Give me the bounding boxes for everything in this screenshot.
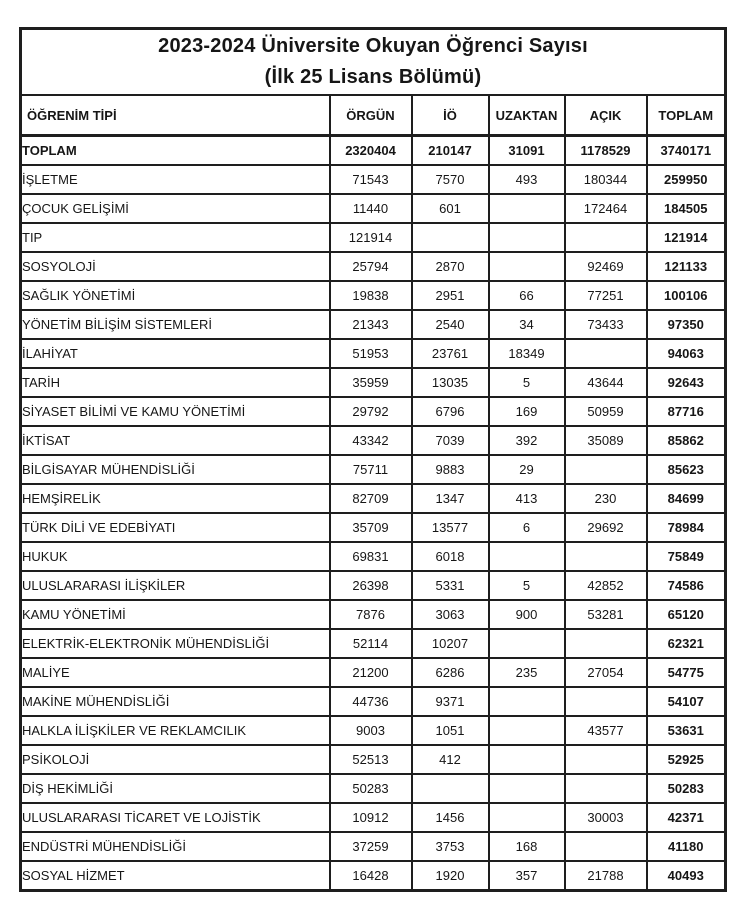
orgun-value-cell: 82709 [330, 484, 412, 513]
uzaktan-value-cell: 900 [489, 600, 565, 629]
orgun-value-cell: 26398 [330, 571, 412, 600]
acik-value-cell: 43577 [565, 716, 647, 745]
table-row [21, 484, 726, 513]
uzaktan-value-cell [489, 629, 565, 658]
uzaktan-value-cell: 392 [489, 426, 565, 455]
io-value-cell: 1456 [412, 803, 489, 832]
orgun-value-cell: 121914 [330, 223, 412, 252]
toplam-value-cell: 50283 [647, 774, 726, 803]
orgun-value-cell: 35709 [330, 513, 412, 542]
program-name-cell: YÖNETİM BİLİŞİM SİSTEMLERİ [21, 310, 330, 339]
table-row [21, 716, 726, 745]
io-value-cell [412, 223, 489, 252]
program-name-cell: SOSYOLOJİ [21, 252, 330, 281]
program-name-cell: SAĞLIK YÖNETİMİ [21, 281, 330, 310]
table-title [21, 29, 726, 96]
program-name-cell: DİŞ HEKİMLİĞİ [21, 774, 330, 803]
acik-value-cell [565, 455, 647, 484]
uzaktan-value-cell [489, 716, 565, 745]
orgun-value-cell: 50283 [330, 774, 412, 803]
uzaktan-value-cell [489, 223, 565, 252]
orgun-value-cell: 44736 [330, 687, 412, 716]
orgun-value-cell: 9003 [330, 716, 412, 745]
toplam-value-cell: 121133 [647, 252, 726, 281]
io-value-cell: 7570 [412, 165, 489, 194]
acik-value-cell: 42852 [565, 571, 647, 600]
io-value-cell: 210147 [412, 136, 489, 166]
uzaktan-value-cell [489, 252, 565, 281]
program-name-cell: BİLGİSAYAR MÜHENDİSLİĞİ [21, 455, 330, 484]
acik-value-cell: 43644 [565, 368, 647, 397]
program-name-cell: ÇOCUK GELİŞİMİ [21, 194, 330, 223]
uzaktan-value-cell [489, 194, 565, 223]
toplam-value-cell: 54107 [647, 687, 726, 716]
toplam-value-cell: 121914 [647, 223, 726, 252]
io-value-cell: 5331 [412, 571, 489, 600]
io-value-cell: 412 [412, 745, 489, 774]
io-value-cell: 6018 [412, 542, 489, 571]
table-row [21, 165, 726, 194]
orgun-value-cell: 21343 [330, 310, 412, 339]
io-value-cell: 9371 [412, 687, 489, 716]
io-value-cell: 2870 [412, 252, 489, 281]
acik-value-cell: 27054 [565, 658, 647, 687]
program-name-cell: TÜRK DİLİ VE EDEBİYATI [21, 513, 330, 542]
table-row [21, 310, 726, 339]
table-row [21, 832, 726, 861]
table-row [21, 339, 726, 368]
acik-value-cell: 77251 [565, 281, 647, 310]
acik-value-cell: 73433 [565, 310, 647, 339]
table-row [21, 803, 726, 832]
table-row [21, 426, 726, 455]
acik-value-cell: 172464 [565, 194, 647, 223]
acik-value-cell [565, 629, 647, 658]
program-name-cell: ULUSLARARASI TİCARET VE LOJİSTİK [21, 803, 330, 832]
toplam-value-cell: 75849 [647, 542, 726, 571]
column-header-io: İÖ [412, 95, 489, 136]
table-row [21, 687, 726, 716]
program-name-cell: İKTİSAT [21, 426, 330, 455]
orgun-value-cell: 37259 [330, 832, 412, 861]
toplam-value-cell: 100106 [647, 281, 726, 310]
acik-value-cell: 35089 [565, 426, 647, 455]
toplam-value-cell: 85623 [647, 455, 726, 484]
program-name-cell: HALKLA İLİŞKİLER VE REKLAMCILIK [21, 716, 330, 745]
acik-value-cell: 53281 [565, 600, 647, 629]
program-name-cell: SOSYAL HİZMET [21, 861, 330, 891]
acik-value-cell [565, 745, 647, 774]
acik-value-cell [565, 832, 647, 861]
acik-value-cell [565, 223, 647, 252]
acik-value-cell [565, 774, 647, 803]
table-row [21, 861, 726, 891]
column-header-row [21, 95, 726, 136]
orgun-value-cell: 52114 [330, 629, 412, 658]
io-value-cell: 1051 [412, 716, 489, 745]
orgun-value-cell: 16428 [330, 861, 412, 891]
io-value-cell: 9883 [412, 455, 489, 484]
column-header-toplam: TOPLAM [647, 95, 726, 136]
orgun-value-cell: 75711 [330, 455, 412, 484]
acik-value-cell: 180344 [565, 165, 647, 194]
io-value-cell: 1920 [412, 861, 489, 891]
column-header-orgun: ÖRGÜN [330, 95, 412, 136]
io-value-cell: 601 [412, 194, 489, 223]
io-value-cell: 3063 [412, 600, 489, 629]
column-header-ogrenim-tipi: ÖĞRENİM TİPİ [21, 95, 330, 136]
uzaktan-value-cell [489, 774, 565, 803]
acik-value-cell [565, 339, 647, 368]
toplam-value-cell: 40493 [647, 861, 726, 891]
toplam-value-cell: 41180 [647, 832, 726, 861]
uzaktan-value-cell: 169 [489, 397, 565, 426]
table-row [21, 368, 726, 397]
uzaktan-value-cell: 235 [489, 658, 565, 687]
table-title-row [21, 29, 726, 96]
orgun-value-cell: 11440 [330, 194, 412, 223]
toplam-value-cell: 74586 [647, 571, 726, 600]
uzaktan-value-cell: 31091 [489, 136, 565, 166]
uzaktan-value-cell: 168 [489, 832, 565, 861]
orgun-value-cell: 43342 [330, 426, 412, 455]
uzaktan-value-cell: 29 [489, 455, 565, 484]
program-name-cell: HEMŞİRELİK [21, 484, 330, 513]
orgun-value-cell: 35959 [330, 368, 412, 397]
table-row [21, 194, 726, 223]
acik-value-cell: 21788 [565, 861, 647, 891]
uzaktan-value-cell: 493 [489, 165, 565, 194]
toplam-value-cell: 65120 [647, 600, 726, 629]
program-name-cell: ULUSLARARASI İLİŞKİLER [21, 571, 330, 600]
toplam-value-cell: 53631 [647, 716, 726, 745]
orgun-value-cell: 2320404 [330, 136, 412, 166]
table-row [21, 513, 726, 542]
orgun-value-cell: 29792 [330, 397, 412, 426]
toplam-value-cell: 97350 [647, 310, 726, 339]
io-value-cell: 7039 [412, 426, 489, 455]
io-value-cell: 3753 [412, 832, 489, 861]
uzaktan-value-cell [489, 745, 565, 774]
toplam-value-cell: 62321 [647, 629, 726, 658]
table-row [21, 745, 726, 774]
column-header-uzaktan: UZAKTAN [489, 95, 565, 136]
program-name-cell: KAMU YÖNETİMİ [21, 600, 330, 629]
toplam-value-cell: 259950 [647, 165, 726, 194]
table-row [21, 397, 726, 426]
uzaktan-value-cell: 413 [489, 484, 565, 513]
uzaktan-value-cell: 6 [489, 513, 565, 542]
toplam-value-cell: 184505 [647, 194, 726, 223]
orgun-value-cell: 7876 [330, 600, 412, 629]
orgun-value-cell: 19838 [330, 281, 412, 310]
uzaktan-value-cell: 5 [489, 571, 565, 600]
acik-value-cell: 50959 [565, 397, 647, 426]
io-value-cell: 2540 [412, 310, 489, 339]
program-name-cell: MALİYE [21, 658, 330, 687]
toplam-value-cell: 85862 [647, 426, 726, 455]
table-row [21, 600, 726, 629]
program-name-cell: İLAHİYAT [21, 339, 330, 368]
toplam-value-cell: 3740171 [647, 136, 726, 166]
acik-value-cell: 1178529 [565, 136, 647, 166]
toplam-value-cell: 78984 [647, 513, 726, 542]
io-value-cell: 13577 [412, 513, 489, 542]
uzaktan-value-cell: 357 [489, 861, 565, 891]
orgun-value-cell: 71543 [330, 165, 412, 194]
io-value-cell: 10207 [412, 629, 489, 658]
uzaktan-value-cell [489, 687, 565, 716]
table-row [21, 223, 726, 252]
io-value-cell: 1347 [412, 484, 489, 513]
acik-value-cell [565, 542, 647, 571]
acik-value-cell: 29692 [565, 513, 647, 542]
io-value-cell: 6796 [412, 397, 489, 426]
toplam-value-cell: 42371 [647, 803, 726, 832]
program-name-cell: MAKİNE MÜHENDİSLİĞİ [21, 687, 330, 716]
acik-value-cell: 92469 [565, 252, 647, 281]
orgun-value-cell: 25794 [330, 252, 412, 281]
table-row [21, 629, 726, 658]
io-value-cell: 2951 [412, 281, 489, 310]
program-name-cell: TIP [21, 223, 330, 252]
acik-value-cell [565, 687, 647, 716]
column-header-acik: AÇIK [565, 95, 647, 136]
uzaktan-value-cell [489, 803, 565, 832]
io-value-cell: 13035 [412, 368, 489, 397]
table-title-line-1: 2023-2024 Üniversite Okuyan Öğrenci Sayısı [158, 35, 588, 57]
table-row [21, 774, 726, 803]
orgun-value-cell: 52513 [330, 745, 412, 774]
table-row [21, 455, 726, 484]
acik-value-cell: 30003 [565, 803, 647, 832]
toplam-value-cell: 54775 [647, 658, 726, 687]
io-value-cell: 6286 [412, 658, 489, 687]
table-row [21, 136, 726, 166]
table-row [21, 571, 726, 600]
program-name-cell: İŞLETME [21, 165, 330, 194]
acik-value-cell: 230 [565, 484, 647, 513]
program-name-cell: TARİH [21, 368, 330, 397]
table-row [21, 281, 726, 310]
uzaktan-value-cell: 34 [489, 310, 565, 339]
program-name-cell: ENDÜSTRİ MÜHENDİSLİĞİ [21, 832, 330, 861]
orgun-value-cell: 10912 [330, 803, 412, 832]
program-name-cell: TOPLAM [21, 136, 330, 166]
uzaktan-value-cell: 18349 [489, 339, 565, 368]
orgun-value-cell: 21200 [330, 658, 412, 687]
student-count-table [19, 27, 727, 892]
io-value-cell: 23761 [412, 339, 489, 368]
table-row [21, 542, 726, 571]
toplam-value-cell: 92643 [647, 368, 726, 397]
program-name-cell: SİYASET BİLİMİ VE KAMU YÖNETİMİ [21, 397, 330, 426]
uzaktan-value-cell [489, 542, 565, 571]
uzaktan-value-cell: 66 [489, 281, 565, 310]
table-row [21, 658, 726, 687]
table-title-line-2: (İlk 25 Lisans Bölümü) [264, 66, 482, 88]
toplam-value-cell: 52925 [647, 745, 726, 774]
table-body [21, 136, 726, 891]
orgun-value-cell: 51953 [330, 339, 412, 368]
toplam-value-cell: 84699 [647, 484, 726, 513]
program-name-cell: PSİKOLOJİ [21, 745, 330, 774]
program-name-cell: ELEKTRİK-ELEKTRONİK MÜHENDİSLİĞİ [21, 629, 330, 658]
table-row [21, 252, 726, 281]
toplam-value-cell: 94063 [647, 339, 726, 368]
io-value-cell [412, 774, 489, 803]
toplam-value-cell: 87716 [647, 397, 726, 426]
orgun-value-cell: 69831 [330, 542, 412, 571]
uzaktan-value-cell: 5 [489, 368, 565, 397]
program-name-cell: HUKUK [21, 542, 330, 571]
